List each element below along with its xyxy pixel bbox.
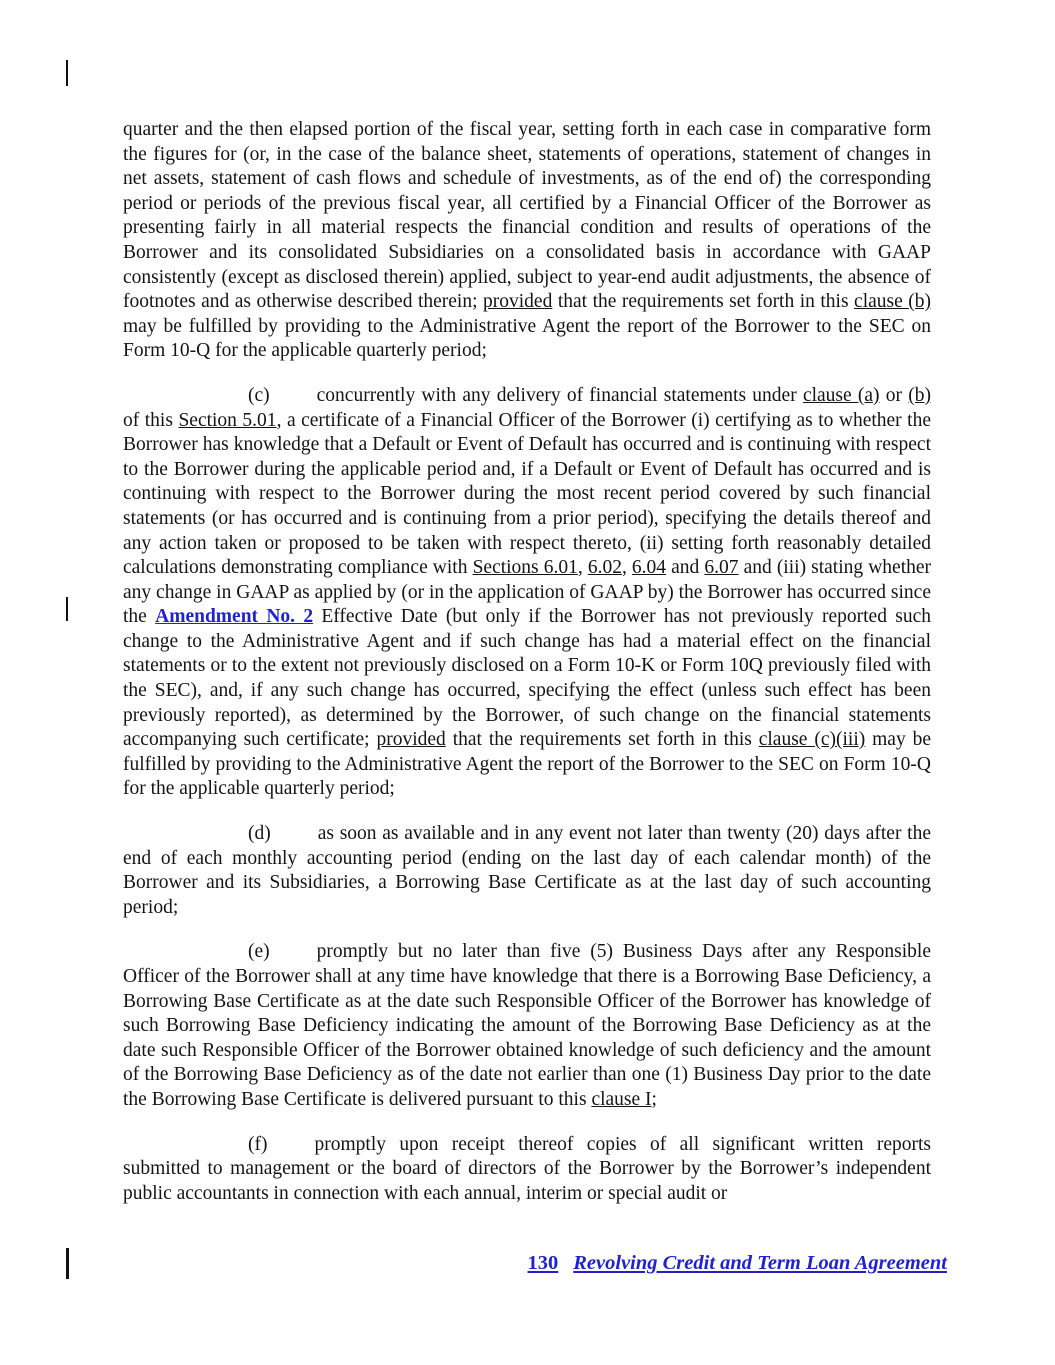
revision-bar-icon xyxy=(66,597,68,621)
text-run: , a certificate of a Financial Officer of the Borrower (i) certifying as to whether the Borrower has knowledge that a Default or Event of Default has occurred and is continuing with respect to the Borrower during the applicable period and, if a Default or Event of Default has occurred and is continuing with respect to the Borrower during the most recent period covered by such financial statements (or has occurred and is continuing from a prior period), specifying the details thereof and any action taken or proposed to be taken with respect thereto, (ii) setting forth reasonably detailed calculations demonstrating compliance with xyxy=(123,409,931,579)
text-run: of this xyxy=(123,409,179,431)
underlined-reference: clause (c)(iii) xyxy=(758,729,866,751)
underlined-reference: (b) xyxy=(908,384,932,406)
text-run: quarter and the then elapsed portion of the fiscal year, setting forth in each case in comparative form the figures for (or, in the case of the balance sheet, statements of operations, statement of changes in net assets, statement of cash flows and schedule of investments, as of the end of) the corresponding period or periods of the previous fiscal year, all certified by a Financial Officer of the Borrower as presenting fairly in all material respects the financial condition and results of operations of the Borrower and its consolidated Subsidiaries on a consolidated basis in accordance with GAAP consistently (except as disclosed therein) applied, subject to year-end audit adjustments, the absence of footnotes and as otherwise described therein; xyxy=(123,119,931,313)
underlined-reference: clause I xyxy=(591,1088,652,1110)
underlined-reference: 6.02 xyxy=(587,557,622,579)
text-run: promptly upon receipt thereof copies of all significant written reports submitted to management or the board of directors of the Borrower by the Borrower’s independent public accountants in connection with each annual, interim or special audit or xyxy=(123,1133,931,1204)
text-run: that the requirements set forth in this xyxy=(552,291,855,313)
text-run: and (iii) stating whether any change in GAAP as applied by (or in the application of GAAP by) the Borrower has occurred since the xyxy=(123,557,932,628)
document-body xyxy=(123,118,931,1226)
text-run: (d) xyxy=(248,823,271,845)
underlined-reference: provided xyxy=(483,291,553,313)
underlined-reference: Sections 6.01 xyxy=(472,557,578,579)
amendment-link: Amendment No. 2 xyxy=(155,606,314,628)
revision-bar-icon xyxy=(66,1248,69,1279)
text-run: may be fulfilled by providing to the Administrative Agent the report of the Borrower to the SEC on Form 10-Q for the applicable quarterly period; xyxy=(123,315,931,362)
footer-doc-title: Revolving Credit and Term Loan Agreement xyxy=(573,1252,947,1274)
text-run: , xyxy=(621,557,632,579)
text-run: that the requirements set forth in this xyxy=(445,729,759,751)
text-run: (e) xyxy=(248,941,270,963)
text-run: may be fulfilled by providing to the Administrative Agent the report of the Borrower to the SEC on Form 10-Q for the applicable quarterly period; xyxy=(123,729,931,800)
text-run: as soon as available and in any event not later than twenty (20) days after the end of each monthly accounting period (ending on the last day of each calendar month) of the Borrower and its Subsidiaries, a Borrowing Base Certificate as at the last day of such accounting period; xyxy=(123,823,931,918)
paragraph-d xyxy=(123,822,931,920)
underlined-reference: Section 5.01 xyxy=(178,409,277,431)
underlined-reference: provided xyxy=(376,729,446,751)
text-run: or xyxy=(879,384,909,406)
revision-bar-icon xyxy=(66,60,68,86)
page-number: 130 xyxy=(527,1252,559,1274)
paragraph-f xyxy=(123,1133,931,1207)
underlined-reference: clause (a) xyxy=(802,384,880,406)
underlined-reference: 6.07 xyxy=(704,557,739,579)
text-run: concurrently with any delivery of financial statements under xyxy=(316,384,803,406)
paragraph-b-continuation xyxy=(123,118,931,364)
text-run: Effective Date (but only if the Borrower has not previously reported such change to the Administrative Agent and if such change has had a material effect on the financial statements or to the extent not previously disclosed on a Form 10-K or Form 10Q previously filed with the SEC), and, if any such change has occurred, specifying the effect (unless such effect has been previously reported), as determined by the Borrower, of such change on the financial statements accompanying such certificate; xyxy=(123,606,931,751)
page-footer xyxy=(528,1252,948,1275)
underlined-reference: 6.04 xyxy=(631,557,667,579)
text-run: (f) xyxy=(248,1133,268,1155)
text-run: and xyxy=(666,557,705,579)
paragraph-c xyxy=(123,384,931,802)
text-run: promptly but no later than five (5) Business Days after any Responsible Officer of the Borrower shall at any time have knowledge that there is a Borrowing Base Deficiency, a Borrowing Base Certificate as at the date such Responsible Officer of the Borrower has knowledge of such Borrowing Base Deficiency indicating the amount of the Borrowing Base Deficiency as at the date such Responsible Officer of the Borrower obtained knowledge of such deficiency and the amount of the Borrowing Base Deficiency as of the date not earlier than one (1) Business Day prior to the date the Borrowing Base Certificate is delivered pursuant to this xyxy=(123,941,931,1110)
text-run: , xyxy=(577,557,588,579)
underlined-reference: clause (b) xyxy=(854,291,931,313)
text-run: ; xyxy=(651,1088,657,1110)
text-run: (c) xyxy=(248,384,270,406)
paragraph-e xyxy=(123,940,931,1112)
